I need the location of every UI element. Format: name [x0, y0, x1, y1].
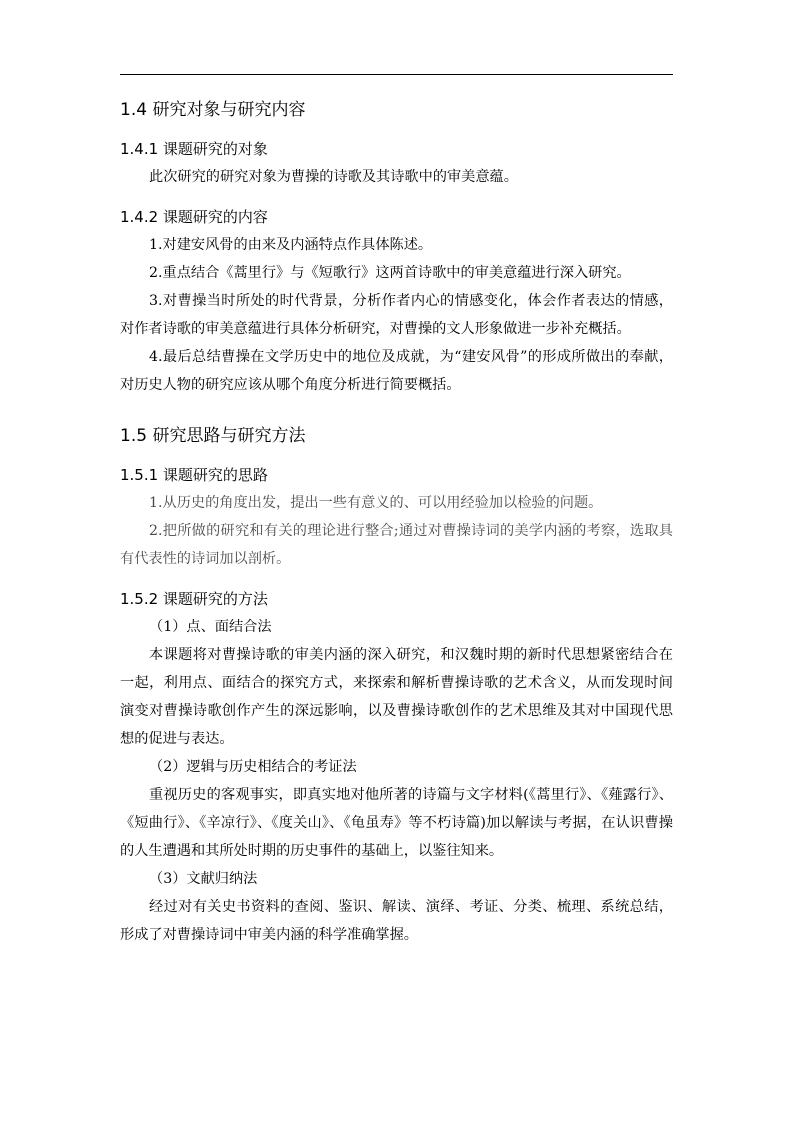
method-3-heading: （3）文献归纳法 [149, 871, 258, 887]
content-item-2: 2.重点结合《蒿里行》与《短歌行》这两首诗歌中的审美意蕴进行深入研究。 [149, 265, 631, 281]
research-object-paragraph: 此次研究的研究对象为曹操的诗歌及其诗歌中的审美意蕴。 [149, 169, 518, 185]
method-1-text: 本课题将对曹操诗歌的审美内涵的深入研究，和汉魏时期的新时代思想紧密结合在一起，利用点、面结合的探究方式，来探索和解析曹操诗歌的艺术含义，从而发现时间演变对曹操诗歌创作产生的深远影响，以及曹操诗歌创作的艺术思维及其对中国现代思想的促进与表达。 [120, 647, 673, 747]
method-3-text: 经过对有关史书资料的查阅、鉴识、解读、演绎、考证、分类、梳理、系统总结，形成了对曹操诗词中审美内涵的科学准确掌握。 [120, 899, 673, 943]
section-1-5-heading: 1.5 研究思路与研究方法 [120, 426, 306, 446]
section-1-4-heading: 1.4 研究对象与研究内容 [120, 100, 306, 120]
content-item-3: 3.对曹操当时所处的时代背景，分析作者内心的情感变化，体会作者表达的情感，对作者诗歌的审美意蕴进行具体分析研究，对曹操的文人形象做进一步补充概括。 [120, 293, 673, 337]
method-1-heading: （1）点、面结合法 [149, 619, 272, 635]
approach-item-2: 2.把所做的研究和有关的理论进行整合;通过对曹操诗词的美学内涵的考察，选取具有代表性的诗词加以剖析。 [120, 523, 673, 567]
content-item-4: 4.最后总结曹操在文学历史中的地位及成就，为“建安风骨”的形成所做出的奉献，对历史人物的研究应该从哪个角度分析进行简要概括。 [120, 349, 673, 393]
section-1-5-2-heading: 1.5.2 课题研究的方法 [120, 590, 268, 608]
section-1-4-2-heading: 1.4.2 课题研究的内容 [120, 208, 268, 226]
method-2-text: 重视历史的客观事实，即真实地对他所著的诗篇与文字材料(《蒿里行》、《薤露行》、《短曲行》、《辛凉行》、《度关山》、《龟虽寿》等不朽诗篇)加以解读与考据，在认识曹操的人生遭遇和其所处时期的历史事件的基础上，以鉴往知来。 [120, 787, 673, 859]
content-item-1: 1.对建安风骨的由来及内涵特点作具体陈述。 [149, 237, 433, 253]
method-2-heading: （2）逻辑与历史相结合的考证法 [149, 759, 357, 775]
approach-item-1: 1.从历史的角度出发，提出一些有意义的、可以用经验加以检验的问题。 [149, 495, 603, 511]
section-1-5-1-heading: 1.5.1 课题研究的思路 [120, 466, 268, 484]
header-rule [120, 74, 673, 75]
section-1-4-1-heading: 1.4.1 课题研究的对象 [120, 140, 268, 158]
document-body [120, 95, 673, 949]
